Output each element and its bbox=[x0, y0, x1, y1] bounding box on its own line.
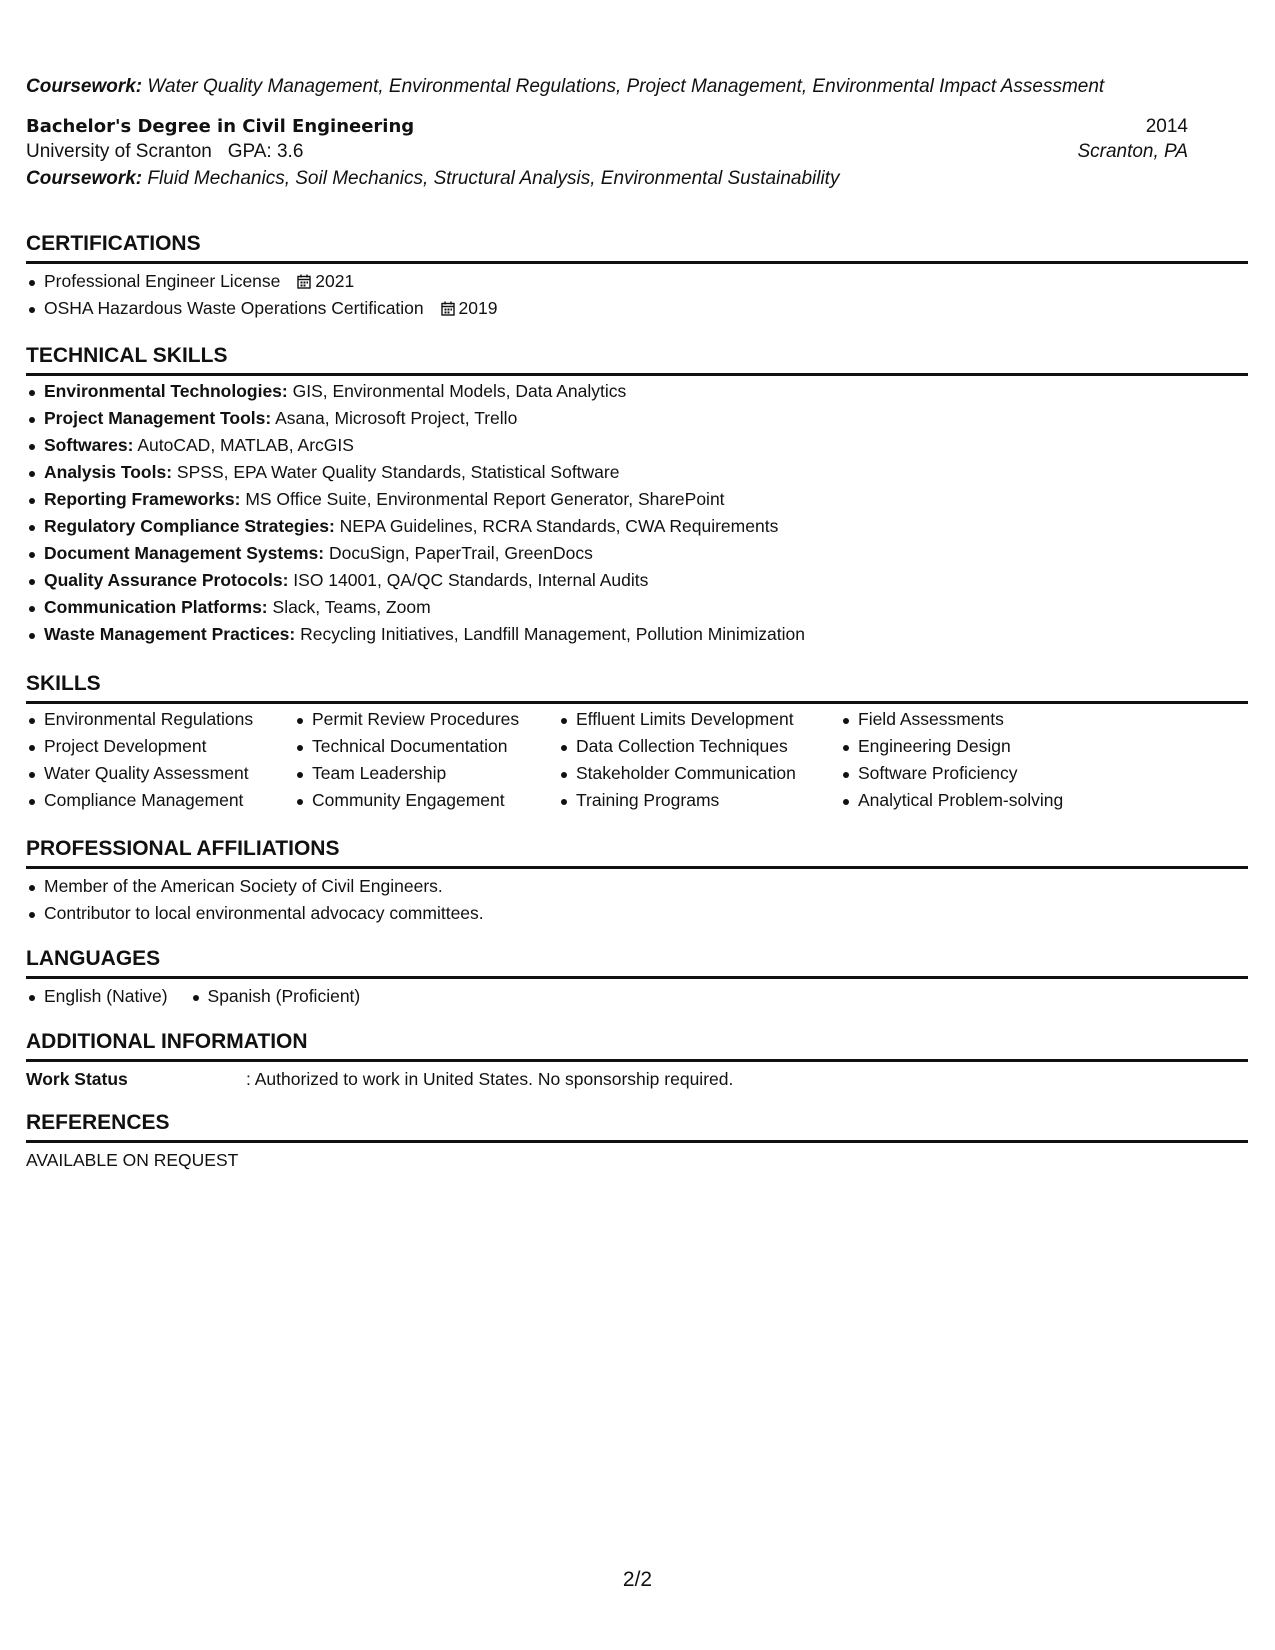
skill-values: DocuSign, PaperTrail, GreenDocs bbox=[328, 543, 593, 563]
skill-category: Reporting Frameworks: bbox=[44, 489, 241, 509]
list-item: Analytical Problem-solving bbox=[840, 787, 1120, 814]
skill-values: AutoCAD, MATLAB, ArcGIS bbox=[137, 435, 354, 455]
work-status-label: Work Status bbox=[26, 1069, 128, 1089]
list-item bbox=[26, 459, 1248, 486]
list-item: Stakeholder Communication bbox=[558, 760, 840, 787]
list-item bbox=[26, 268, 1248, 295]
section-title-skills: SKILLS bbox=[26, 671, 1248, 704]
skill-values: NEPA Guidelines, RCRA Standards, CWA Requirements bbox=[339, 516, 779, 536]
list-item bbox=[26, 486, 1248, 513]
skills-grid bbox=[26, 706, 1248, 814]
languages-list bbox=[26, 983, 1248, 1010]
section-title-affiliations: PROFESSIONAL AFFILIATIONS bbox=[26, 836, 1248, 869]
technical-skills-section bbox=[26, 343, 1248, 648]
affiliations-section bbox=[26, 836, 1248, 927]
list-item bbox=[26, 594, 1248, 621]
skill-values: Recycling Initiatives, Landfill Management, Pollution Minimization bbox=[300, 624, 805, 644]
previous-coursework bbox=[26, 74, 1188, 100]
list-item: Engineering Design bbox=[840, 733, 1120, 760]
university-name: University of Scranton bbox=[26, 141, 212, 162]
section-title-technical-skills: TECHNICAL SKILLS bbox=[26, 343, 1248, 376]
degree-year: 2014 bbox=[1145, 116, 1188, 137]
skill-category: Project Management Tools: bbox=[44, 408, 272, 428]
coursework-text: Water Quality Management, Environmental Regulations, Project Management, Environmental Impact Assessment bbox=[147, 76, 1105, 97]
list-item bbox=[26, 295, 1248, 322]
list-item: Water Quality Assessment bbox=[26, 760, 294, 787]
coursework-label: Coursework: bbox=[26, 168, 143, 189]
list-item bbox=[26, 432, 1248, 459]
list-item: Technical Documentation bbox=[294, 733, 558, 760]
list-item bbox=[26, 567, 1248, 594]
gpa: GPA: 3.6 bbox=[227, 141, 304, 162]
skill-category: Analysis Tools: bbox=[44, 462, 173, 482]
skills-section bbox=[26, 671, 1248, 814]
degree-row bbox=[26, 116, 1188, 138]
certifications-section bbox=[26, 231, 1248, 322]
calendar-icon bbox=[297, 274, 311, 289]
skills-column bbox=[26, 706, 294, 814]
list-item bbox=[26, 540, 1248, 567]
list-item: Contributor to local environmental advocacy committees. bbox=[26, 900, 1248, 927]
skill-values: GIS, Environmental Models, Data Analytics bbox=[292, 381, 627, 401]
certification-year: 2021 bbox=[315, 271, 355, 291]
list-item bbox=[26, 378, 1248, 405]
coursework-label: Coursework: bbox=[26, 76, 143, 97]
list-item: Environmental Regulations bbox=[26, 706, 294, 733]
skills-column bbox=[294, 706, 558, 814]
list-item: Team Leadership bbox=[294, 760, 558, 787]
university-row bbox=[26, 141, 1188, 163]
list-item: Software Proficiency bbox=[840, 760, 1120, 787]
page-number: 2/2 bbox=[622, 1568, 653, 1591]
list-item bbox=[26, 621, 1248, 648]
skill-values: SPSS, EPA Water Quality Standards, Statistical Software bbox=[176, 462, 620, 482]
list-item: Member of the American Society of Civil Engineers. bbox=[26, 873, 1248, 900]
list-item: Community Engagement bbox=[294, 787, 558, 814]
skill-category: Softwares: bbox=[44, 435, 134, 455]
languages-section bbox=[26, 946, 1248, 1010]
university-info bbox=[26, 141, 303, 163]
skills-column bbox=[840, 706, 1120, 814]
work-status-row bbox=[26, 1066, 1248, 1092]
calendar-icon bbox=[441, 301, 455, 316]
additional-info-section bbox=[26, 1029, 1248, 1092]
section-title-additional-info: ADDITIONAL INFORMATION bbox=[26, 1029, 1248, 1062]
skill-values: MS Office Suite, Environmental Report Generator, SharePoint bbox=[245, 489, 725, 509]
skill-category: Quality Assurance Protocols: bbox=[44, 570, 289, 590]
list-item: English (Native) bbox=[26, 983, 168, 1010]
section-title-certifications: CERTIFICATIONS bbox=[26, 231, 1248, 264]
skill-category: Document Management Systems: bbox=[44, 543, 325, 563]
skill-values: ISO 14001, QA/QC Standards, Internal Audits bbox=[293, 570, 649, 590]
section-title-languages: LANGUAGES bbox=[26, 946, 1248, 979]
section-title-references: REFERENCES bbox=[26, 1110, 1248, 1143]
university-location: Scranton, PA bbox=[1077, 141, 1188, 162]
work-status-value: : Authorized to work in United States. No sponsorship required. bbox=[246, 1069, 734, 1089]
skill-values: Asana, Microsoft Project, Trello bbox=[275, 408, 518, 428]
degree-coursework bbox=[26, 166, 1188, 192]
list-item bbox=[26, 405, 1248, 432]
list-item: Spanish (Proficient) bbox=[190, 983, 361, 1010]
skill-category: Waste Management Practices: bbox=[44, 624, 296, 644]
affiliations-list bbox=[26, 873, 1248, 927]
skill-category: Communication Platforms: bbox=[44, 597, 268, 617]
list-item: Permit Review Procedures bbox=[294, 706, 558, 733]
list-item: Compliance Management bbox=[26, 787, 294, 814]
certification-name: Professional Engineer License bbox=[44, 271, 281, 291]
skill-category: Regulatory Compliance Strategies: bbox=[44, 516, 335, 536]
list-item bbox=[26, 513, 1248, 540]
references-section bbox=[26, 1110, 1248, 1173]
certification-year: 2019 bbox=[458, 298, 498, 318]
list-item: Field Assessments bbox=[840, 706, 1120, 733]
technical-skills-list bbox=[26, 378, 1248, 648]
list-item: Effluent Limits Development bbox=[558, 706, 840, 733]
education-section bbox=[26, 74, 1188, 192]
certifications-list bbox=[26, 268, 1248, 322]
list-item: Project Development bbox=[26, 733, 294, 760]
skill-values: Slack, Teams, Zoom bbox=[272, 597, 431, 617]
references-text: AVAILABLE ON REQUEST bbox=[26, 1150, 239, 1170]
skill-category: Environmental Technologies: bbox=[44, 381, 288, 401]
degree-title: Bachelor's Degree in Civil Engineering bbox=[26, 116, 415, 137]
certification-name: OSHA Hazardous Waste Operations Certification bbox=[44, 298, 424, 318]
list-item: Training Programs bbox=[558, 787, 840, 814]
coursework-text: Fluid Mechanics, Soil Mechanics, Structural Analysis, Environmental Sustainability bbox=[147, 168, 840, 189]
list-item: Data Collection Techniques bbox=[558, 733, 840, 760]
skills-column bbox=[558, 706, 840, 814]
